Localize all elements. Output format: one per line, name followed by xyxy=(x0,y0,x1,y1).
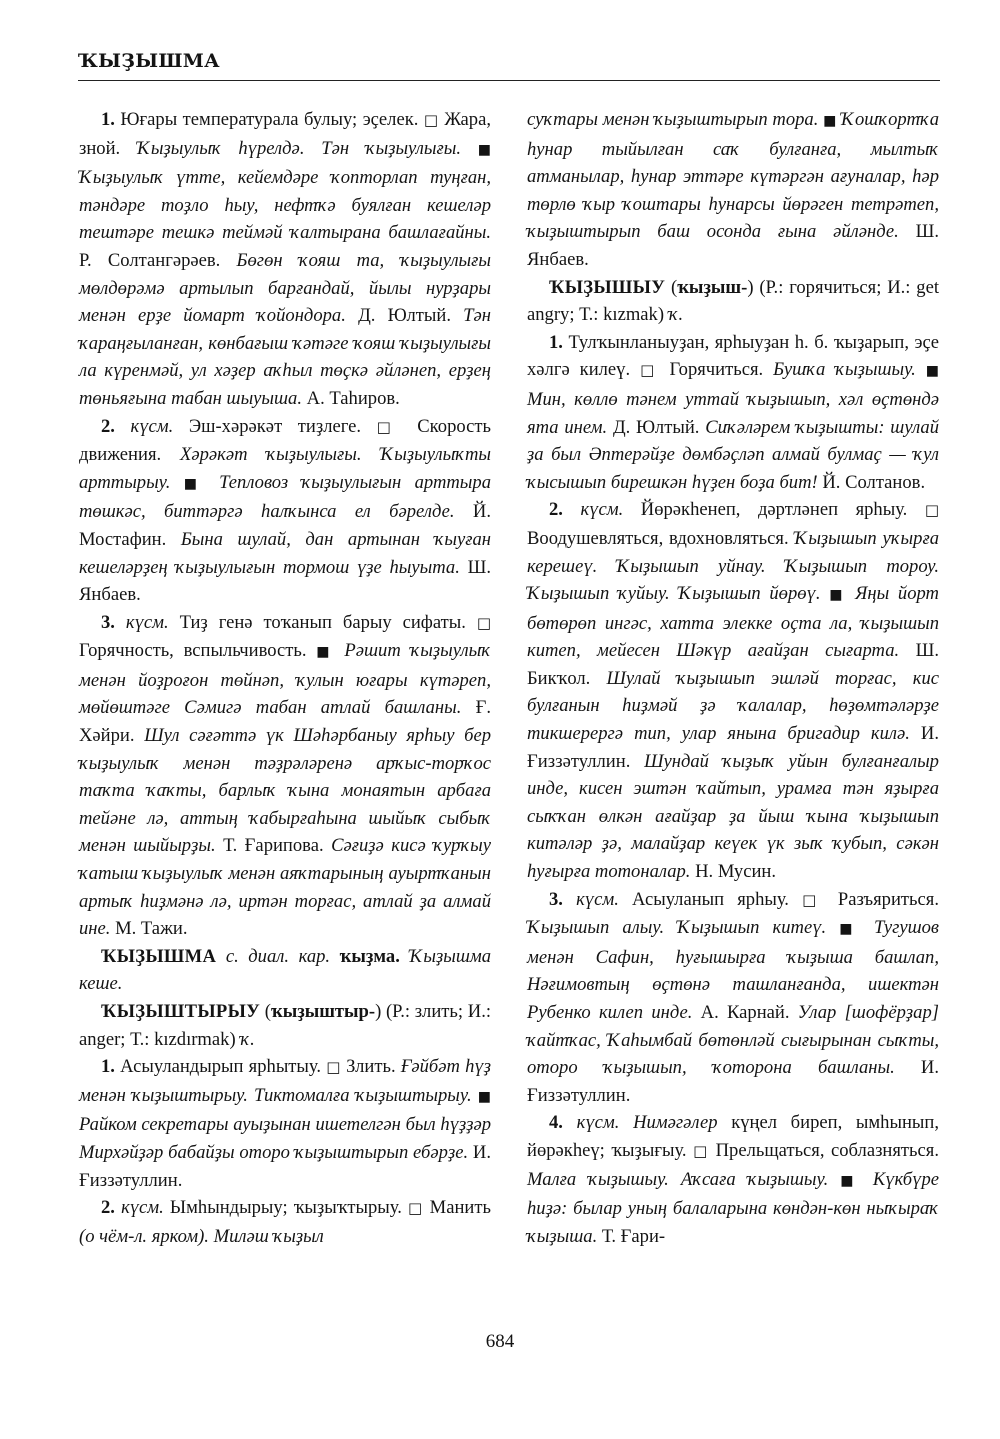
bold-run: 3. xyxy=(101,611,115,633)
text-run: Ш. Бикҡол. xyxy=(527,640,939,689)
text-run: Манить xyxy=(423,1197,491,1219)
italic-run: Ҡыҙыулыҡ һүрелдә. Тән ҡыҙыулығы. xyxy=(136,137,478,159)
text-run: ) (Р.: злить; И.: anger; Т.: kızdırmak) xyxy=(79,1001,492,1050)
italic-run: Хәрәкәт ҡыҙыулығы. Ҡыҙыулыҡты арттырыу. xyxy=(79,444,491,493)
italic-run: күсм. xyxy=(121,1197,164,1219)
text-run xyxy=(563,1112,577,1133)
text-run: Д. Юлтый. xyxy=(345,305,464,327)
text-run: күңел биреп, ымһынып, йөрәкһеү; ҡыҙығыу. xyxy=(527,1112,939,1161)
text-run: Й. Солтанов. xyxy=(817,471,926,493)
text-run xyxy=(330,946,340,967)
text-run: Т. Ғарипова. xyxy=(215,835,332,857)
translation-marker-icon: □ xyxy=(326,1058,341,1077)
italic-run: Ҡошҡортҡа һунар тыйылған саҡ булғанға, мылтыҡ атманылар, һунар эттәре күтәргән ағуналар, һәр төрлө ҡыр ҡоштары һунарсы йөрәген тетрәтеп, ҡыҙыштырып баш осонда ғына әйләнде. xyxy=(527,109,939,243)
translation-marker-icon: □ xyxy=(802,890,825,909)
italic-run: Ҡыҙышып алыу. Ҡыҙышып китеү. xyxy=(527,917,840,939)
italic-run: ҡ. xyxy=(240,1028,255,1050)
sense-paragraph xyxy=(527,886,939,1110)
italic-run: суҡтары менән ҡыҙыштырып тора. xyxy=(527,109,824,130)
headword: ҠЫҘЫШЫУ xyxy=(549,276,666,298)
bold-run: 2. xyxy=(549,499,563,521)
italic-run: күсм. xyxy=(125,611,169,633)
text-run: Н. Мусин. xyxy=(690,861,776,883)
text-run: А. Таһиров. xyxy=(302,387,400,409)
italic-run: күсм. xyxy=(580,499,624,521)
page-number: 684 xyxy=(485,1331,515,1352)
header-rule xyxy=(78,80,940,81)
example-marker-icon: ■ xyxy=(823,113,837,129)
italic-run: Ҡыҙыулыҡ үтте, кейемдәре ҡопторлап туңған, тәндәре тоҙло һыу, нефтҡә буялған кешеләр тештәре тешкә теймәй ҡалтырана башлағайны. xyxy=(79,167,491,244)
italic-run: Сәғиҙә кисә ҡурҡыу ҡатыш ҡыҙыулыҡ менән аяҡтарының ауыртҡанын артыҡ һиҙмәнә лә, иртән торғас, атлай ҙа алмай ине. xyxy=(79,835,491,940)
bold-run: 1. xyxy=(549,331,563,353)
text-run xyxy=(563,889,576,910)
bold-run: 2. xyxy=(101,1197,115,1219)
italic-run: с. диал. кар. xyxy=(225,945,331,967)
italic-run: Яңы йорт бөтөрөп ингәс, хатта элекке оҫта ла, ҡыҙышып китеп, мейесен Шәкүр ағайҙан сығарта. xyxy=(527,583,939,662)
text-run: Скорость движения. xyxy=(79,415,491,466)
bold-run: 1. xyxy=(101,1056,115,1078)
text-run: Прельщаться, соблазняться. xyxy=(709,1139,939,1161)
italic-run: Шул сәғәттә үк Шәһәрбаныу ярһыу бер ҡыҙыулыҡ менән тәҙрәләренә арҡыс-торҡос таҡта ҡаҡты, барлыҡ ҡына монаятын арбаға тейәне лә, аттың ҡабырғаһына шыйыҡ сыбыҡ менән шыйырҙы. xyxy=(79,725,491,857)
bold-run: 4. xyxy=(549,1112,563,1134)
sense-paragraph xyxy=(79,1194,491,1250)
example-marker-icon: ■ xyxy=(183,475,206,492)
italic-run: Бушҡа ҡыҙышыу. xyxy=(773,359,926,381)
bold-run: 1. xyxy=(101,109,115,130)
text-run: Горячность, вспыльчивость. xyxy=(79,640,317,662)
italic-run: Нимәгәлер xyxy=(633,1112,718,1134)
sense-paragraph xyxy=(527,329,939,497)
text-run: Й. Мостафин. xyxy=(79,501,491,550)
bold-run: ҡыҙыш- xyxy=(677,276,748,298)
entry-paragraph xyxy=(79,998,491,1053)
sense-paragraph xyxy=(79,609,491,943)
right-column xyxy=(527,106,939,1250)
headword: ҠЫҘЫШТЫРЫУ xyxy=(101,1001,261,1022)
italic-run: күсм. xyxy=(576,888,619,910)
italic-run: Ҡыҙышма кеше. xyxy=(79,945,492,995)
italic-run: Шундай ҡыҙыҡ уйын булғанғалыр инде, кисен эштән ҡайтып, урамға тән яҙырға сыҡҡан өлкән ағайҙар ҙа йыш ҡына ҡыҙышып китәләр ҙә, малайҙар кеүек үк зыҡ ҡубып, сәкән һуғырға тотоналар. xyxy=(527,750,939,883)
italic-run: Ғәйбәт һүҙ менән ҡыҙыштырыу. Тиктомалға ҡыҙыштырыу. xyxy=(79,1056,491,1106)
example-marker-icon: ■ xyxy=(839,921,861,938)
text-run: ( xyxy=(665,276,678,298)
translation-marker-icon: □ xyxy=(640,361,660,380)
text-run: Ымһындырыу; ҡыҙыҡтырыу. xyxy=(163,1197,408,1219)
text-run: И. Ғиззәтуллин. xyxy=(527,723,940,772)
text-run xyxy=(619,1112,633,1133)
example-marker-icon: ■ xyxy=(840,1172,861,1189)
text-run: Юғары температурала булыу; эҫелек. xyxy=(114,109,424,130)
italic-run: Малға ҡыҙышыу. Аҡсаға ҡыҙышыу. xyxy=(527,1168,841,1190)
italic-run: Сиҡәләрем ҡыҙышты: шулай ҙа был Әптерәйҙе дөмбәҫләп алмай булмаҫ — ҡул ҡысышып бирешкән һүҙен боҙа бит! xyxy=(527,416,939,493)
left-column xyxy=(79,106,491,1250)
text-run: А. Карнай. xyxy=(692,1002,798,1023)
italic-run: Бөгөн ҡояш та, ҡыҙыулығы мөлдөрәмә артылып барғандай, йылы нурҙары менән ерҙе йомарт ҡойондора. xyxy=(79,249,491,327)
text-run: Воодушевляться, вдохновляться. xyxy=(527,527,795,549)
italic-run: Улар [шофёрҙар] ҡайтҡас, Ҡаһымбай бөтөнләй сығырынан сыҡты, оторо ҡыҙышып, ҡоторона башланы. xyxy=(527,1002,939,1079)
italic-run: Райком секретары ауыҙынан ишетелгән был һүҙҙәр Мирхәйҙәр бабайҙы оторо ҡыҙыштырып ебәрҙе. xyxy=(79,1114,491,1163)
italic-run: Тугушов менән Сафин, һуғышырға ҡыҙыша башлап, Нәғимовтың өҫтөнә ташланғанда, ишектән Рубенко килеп инде. xyxy=(527,917,939,1023)
text-run: Жара, зной. xyxy=(79,109,491,159)
bold-run: 3. xyxy=(549,888,563,910)
bold-run: ҡыҙма. xyxy=(339,945,400,967)
text-run: Злить. xyxy=(340,1056,401,1078)
italic-run: ҡ. xyxy=(668,304,684,326)
translation-marker-icon: □ xyxy=(476,613,491,632)
continuation-paragraph xyxy=(527,106,939,274)
entry-paragraph xyxy=(527,274,939,329)
text-run: ) (Р.: горячиться; И.: get angry; Т.: kızmak) xyxy=(527,276,939,326)
example-marker-icon: ■ xyxy=(829,587,847,604)
italic-run: Тән ҡараңғыланған, көнбағыш ҡәтәге ҡояш ҡыҙыулығы ла күренмәй, ул хәҙер аҡһыл төҫкә әйләнеп, ерҙең төньяғына табан шыуыша. xyxy=(79,305,491,409)
text-run xyxy=(115,416,131,437)
italic-run: Күкбүре һиҙә: былар уның балаларына көндән-көн ныҡыраҡ ҡыҙыша. xyxy=(527,1168,939,1247)
translation-marker-icon: □ xyxy=(693,1141,710,1160)
text-run: И. Ғиззәтуллин. xyxy=(527,1057,939,1106)
text-run: ( xyxy=(260,1001,271,1022)
text-run: Тиҙ генә тоҡанып барыу сифаты. xyxy=(168,611,477,633)
sense-paragraph xyxy=(79,1053,491,1194)
text-run: Р. Солтангәрәев. xyxy=(79,249,237,271)
bold-run: 2. xyxy=(101,415,115,437)
italic-run: күсм. xyxy=(130,415,174,437)
bold-run: ҡыҙыштыр- xyxy=(270,1001,376,1022)
example-marker-icon: ■ xyxy=(925,363,940,380)
text-run: Горячиться. xyxy=(659,359,774,381)
text-run xyxy=(115,612,126,633)
sense-paragraph xyxy=(527,1109,939,1250)
text-run: Ш. Янбаев. xyxy=(527,221,939,270)
text-run: Асыуландырып ярһытыу. xyxy=(114,1056,327,1078)
translation-marker-icon: □ xyxy=(423,111,439,129)
text-run: М. Тажи. xyxy=(110,918,188,940)
text-run: Йөрәкһенеп, дәртләнеп ярһыу. xyxy=(623,499,925,521)
running-head: ҠЫҘЫШМА xyxy=(78,50,220,72)
text-run: Асыуланып ярһыу. xyxy=(618,888,803,910)
example-marker-icon: ■ xyxy=(477,141,491,158)
translation-marker-icon: □ xyxy=(407,1199,424,1218)
text-run: Тулҡынланыуҙан, ярһыуҙан һ. б. ҡыҙарып, эҫе хәлгә килеү. xyxy=(527,331,939,381)
sense-paragraph xyxy=(527,496,939,885)
italic-run: Бына шулай, дан артынан ҡыуған кешеләрҙең ҡыҙыулығын тормош үҙе һыуыта. xyxy=(79,528,491,578)
italic-run: Шулай ҡыҙышып эшләй торғас, кис булғанын һиҙмәй ҙә ҡалалар, һөҙөмтәләрҙе тикшерергә тип, улар янына бригадир килә. xyxy=(527,667,939,745)
italic-run: (о чём-л. ярком). Миләш ҡыҙыл xyxy=(79,1225,324,1247)
text-run xyxy=(400,946,410,967)
italic-run: Рәшит ҡыҙыулыҡ менән йоҙроғон төйнәп, ҡулын юғары күтәреп, мөйөштәге Сәмигә табан атлай башланы. xyxy=(79,640,492,719)
text-run: Т. Ғари- xyxy=(597,1225,666,1247)
headword: ҠЫҘЫШМА xyxy=(101,945,217,967)
text-run: Эш-хәрәкәт тиҙлеге. xyxy=(173,415,377,437)
entry-paragraph xyxy=(79,943,491,998)
sense-paragraph xyxy=(79,106,491,413)
text-run: И. Ғиззәтуллин. xyxy=(79,1141,491,1191)
translation-marker-icon: □ xyxy=(924,501,940,520)
italic-run: күсм. xyxy=(576,1112,620,1134)
example-marker-icon: ■ xyxy=(477,1088,491,1105)
example-marker-icon: ■ xyxy=(316,644,335,661)
italic-run: Ҡыҙышып уҡырға керешеү. Ҡыҙышып уйнау. Ҡыҙышып тороу. Ҡыҙышып ҡуйыу. Ҡыҙышып йөрөү. xyxy=(527,527,939,605)
text-run xyxy=(216,946,226,967)
text-run: Разъяриться. xyxy=(824,888,939,910)
text-run: Ш. Янбаев. xyxy=(79,556,492,606)
italic-run: Тепловоз ҡыҙыулығын арттыра төшкәс, биттәргә һалҡынса ел бәрелде. xyxy=(79,471,491,523)
text-run: Д. Юлтый. xyxy=(607,416,706,438)
sense-paragraph xyxy=(79,413,491,609)
text-run: Ғ. Хәйри. xyxy=(79,697,491,747)
translation-marker-icon: □ xyxy=(376,417,402,436)
text-run xyxy=(563,499,581,520)
italic-run: Мин, көллө тәнем уттай ҡыҙышып, хәл өҫтөндә ята инем. xyxy=(527,388,939,438)
